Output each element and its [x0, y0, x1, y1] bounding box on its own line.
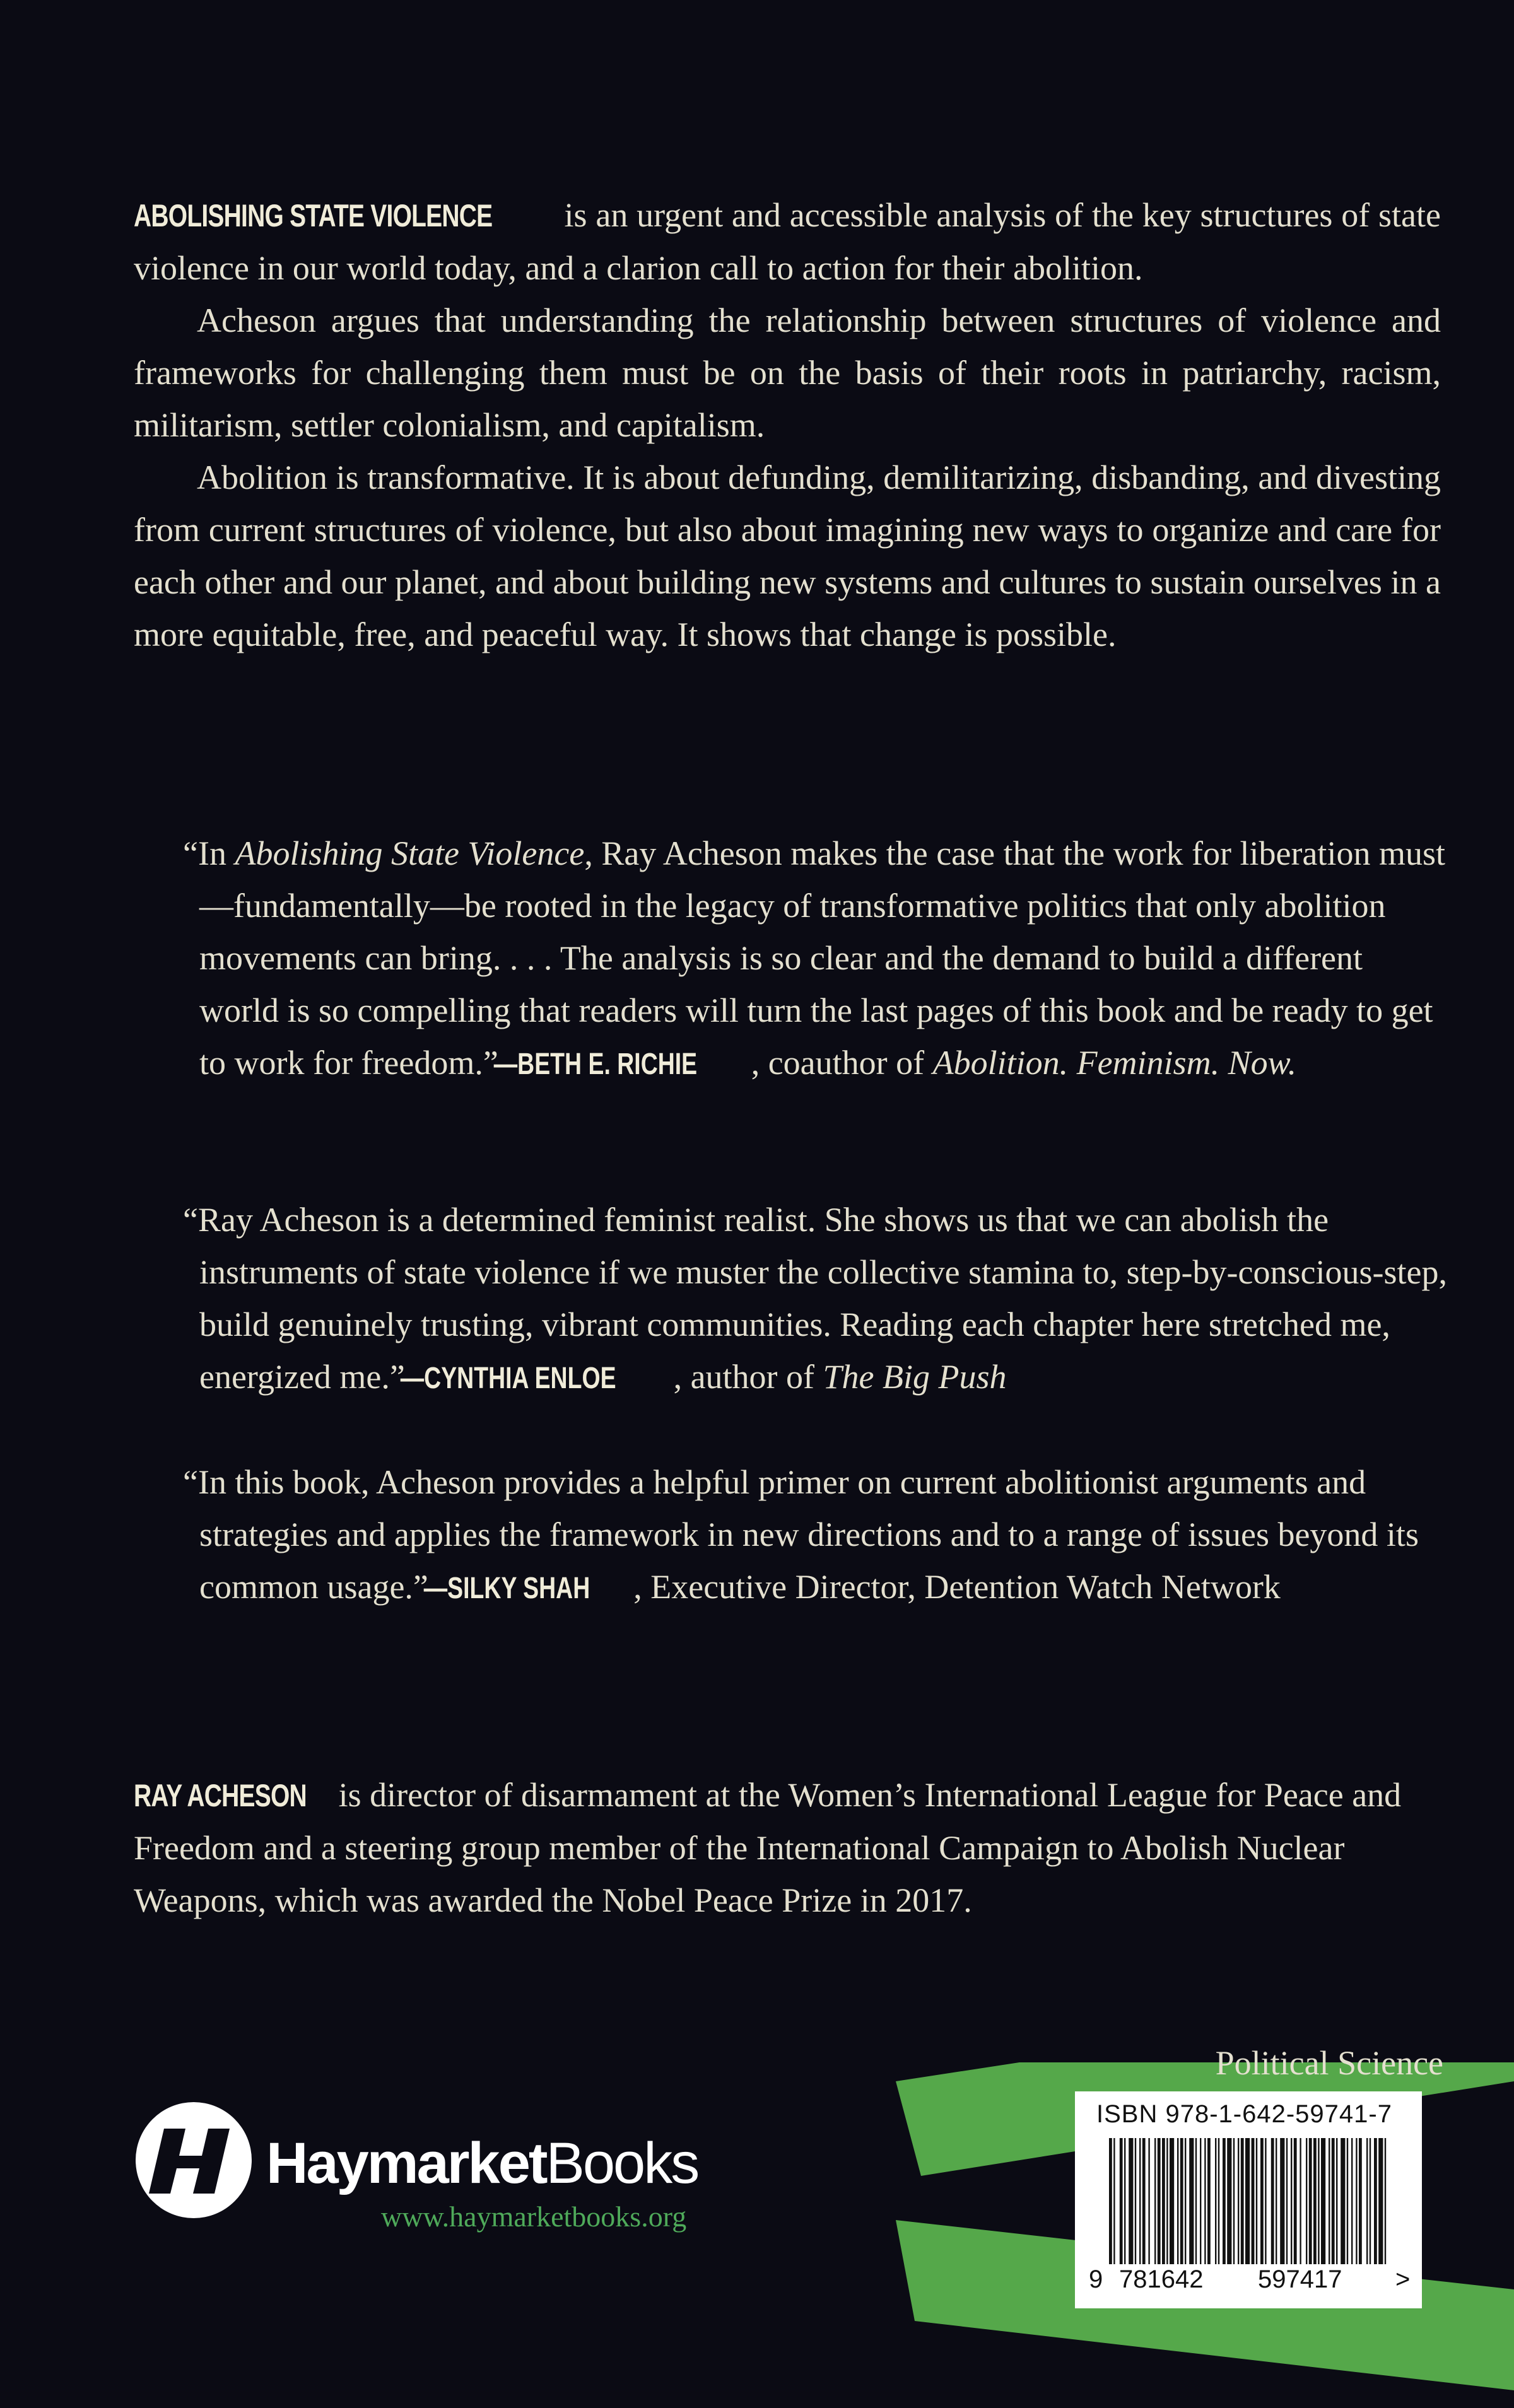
barcode-bar: [1332, 2138, 1335, 2264]
book-title-caps: ABOLISHING STATE VIOLENCE: [134, 198, 493, 233]
barcode-bar: [1313, 2138, 1317, 2264]
description-block: [134, 189, 1441, 661]
barcode-bar: [1378, 2138, 1383, 2264]
barcode-bars: [1109, 2138, 1387, 2264]
barcode-bar: [1215, 2138, 1216, 2264]
barcode-bar: [1351, 2138, 1353, 2264]
barcode-bar: [1185, 2138, 1186, 2264]
barcode-bar: [1260, 2138, 1264, 2264]
barcode-bar: [1356, 2138, 1357, 2264]
barcode-bar: [1366, 2138, 1368, 2264]
barcode-bar: [1139, 2138, 1141, 2264]
barcode-bar: [1241, 2138, 1244, 2264]
barcode-bar: [1306, 2138, 1307, 2264]
barcode-bar: [1120, 2138, 1123, 2264]
barcode-bar: [1252, 2138, 1255, 2264]
barcode-bar: [1276, 2138, 1277, 2264]
barcode-bar: [1318, 2138, 1319, 2264]
quote-attribution: —BETH E. RICHIE: [494, 1048, 698, 1081]
barcode-bar: [1162, 2138, 1165, 2264]
barcode-bar: [1142, 2138, 1146, 2264]
isbn-barcode: ISBN 978-1-642-59741-7 9 781642 597417 >: [1075, 2091, 1422, 2308]
blurb-quote-1: “In Abolishing State Violence, Ray Acheson makes the case that the work for liberation must—fundamentally—be rooted in the legacy of transformative politics that only abolition movements can bring. . . . The analysis is so clear and the demand to build a different world is so compelling that readers will turn the last pages of this book and be ready to get to work for freedom.” —BETH E. RICHIE , coauthor of Abolition. Feminism. Now.: [183, 827, 1448, 1090]
barcode-bar: [1195, 2138, 1197, 2264]
barcode-bar: [1329, 2138, 1330, 2264]
quote-book-title: Abolishing State Violence: [235, 834, 585, 872]
barcode-bar: [1200, 2138, 1201, 2264]
barcode-bar: [1109, 2138, 1112, 2264]
author-name-caps: RAY ACHESON: [134, 1778, 307, 1813]
barcode-bar: [1177, 2138, 1178, 2264]
barcode-bar: [1233, 2138, 1235, 2264]
barcode-bar: [1227, 2138, 1231, 2264]
barcode-bar: [1129, 2138, 1133, 2264]
description-paragraph-1: ABOLISHING STATE VIOLENCE is an urgent and accessible analysis of the key structures of state violence in our world today, and a clarion call to action for their abolition.: [134, 189, 1441, 295]
quote-attribution: —SILKY SHAH: [424, 1572, 590, 1605]
barcode-bar: [1170, 2138, 1174, 2264]
description-paragraph-3: Abolition is transformative. It is about defunding, demilitarizing, disbanding, and divesting from current structures of violence, but also about imagining new ways to organize and care for each other and our planet, and about building new systems and cultures to sustain ourselves in a more equitable, free, and peaceful way. It shows that change is possible.: [134, 459, 1441, 653]
barcode-bar: [1385, 2138, 1386, 2264]
quote-attribution: —CYNTHIA ENLOE: [401, 1362, 616, 1395]
barcode-bar: [1238, 2138, 1239, 2264]
barcode-bar: [1271, 2138, 1274, 2264]
barcode-bar: [1341, 2138, 1345, 2264]
barcode-bar: [1309, 2138, 1312, 2264]
barcode-bar: [1135, 2138, 1136, 2264]
barcode-bar: [1154, 2138, 1156, 2264]
barcode-bar: [1256, 2138, 1257, 2264]
barcode-bar: [1321, 2138, 1325, 2264]
barcode-bar: [1374, 2138, 1377, 2264]
barcode-bar: [1223, 2138, 1226, 2264]
barcode-bar: [1245, 2138, 1250, 2264]
isbn-label: ISBN 978-1-642-59741-7: [1096, 2100, 1392, 2128]
barcode-bar: [1207, 2138, 1211, 2264]
haymarket-h-icon: [134, 2100, 254, 2220]
barcode-bar: [1148, 2138, 1149, 2264]
author-bio: RAY ACHESON is director of disarmament at the Women’s International League for Peace and Freedom and a steering group member of the International Campaign to Abolish Nuclear Weapons, which was awarded the Nobel Peace Prize in 2017.: [134, 1769, 1441, 1927]
barcode-bar: [1291, 2138, 1292, 2264]
barcode-bar: [1300, 2138, 1301, 2264]
barcode-bar: [1347, 2138, 1348, 2264]
barcode-bar: [1124, 2138, 1125, 2264]
barcode-bar: [1265, 2138, 1266, 2264]
blurb-quote-3: “In this book, Acheson provides a helpful primer on current abolitionist arguments and strategies and applies the framework in new directions and to a range of issues beyond its common usage.” —SILKY SHAH , Executive Director, Detention Watch Network: [183, 1456, 1448, 1615]
description-paragraph-2: Acheson argues that understanding the relationship between structures of violence and frameworks for challenging them must be on the basis of their roots in patriarchy, racism, militarism, settler colonialism, and capitalism.: [134, 301, 1441, 444]
barcode-bar: [1204, 2138, 1206, 2264]
barcode-bar: [1286, 2138, 1288, 2264]
barcode-bar: [1294, 2138, 1297, 2264]
barcode-bar: [1166, 2138, 1168, 2264]
barcode-bar: [1336, 2138, 1337, 2264]
barcode-bar: [1158, 2138, 1161, 2264]
barcode-bar: [1359, 2138, 1362, 2264]
barcode-bar: [1113, 2138, 1115, 2264]
barcode-bar: [1280, 2138, 1284, 2264]
category-label: Political Science: [1215, 2044, 1443, 2082]
barcode-bar: [1370, 2138, 1371, 2264]
barcode-bar: [1189, 2138, 1194, 2264]
publisher-logo: [134, 2100, 765, 2239]
publisher-url[interactable]: www.haymarketbooks.org: [381, 2201, 687, 2233]
barcode-bar: [1218, 2138, 1219, 2264]
publisher-name: HaymarketBooks: [266, 2131, 698, 2195]
barcode-bar: [1180, 2138, 1183, 2264]
blurb-quote-2: “Ray Acheson is a determined feminist realist. She shows us that we can abolish the instruments of state violence if we muster the collective stamina to, step-by-conscious-step, build genuinely trusting, vibrant communities. Reading each chapter here stretched me, energized me.” —CYNTHIA ENLOE , author of The Big Push: [183, 1194, 1448, 1405]
